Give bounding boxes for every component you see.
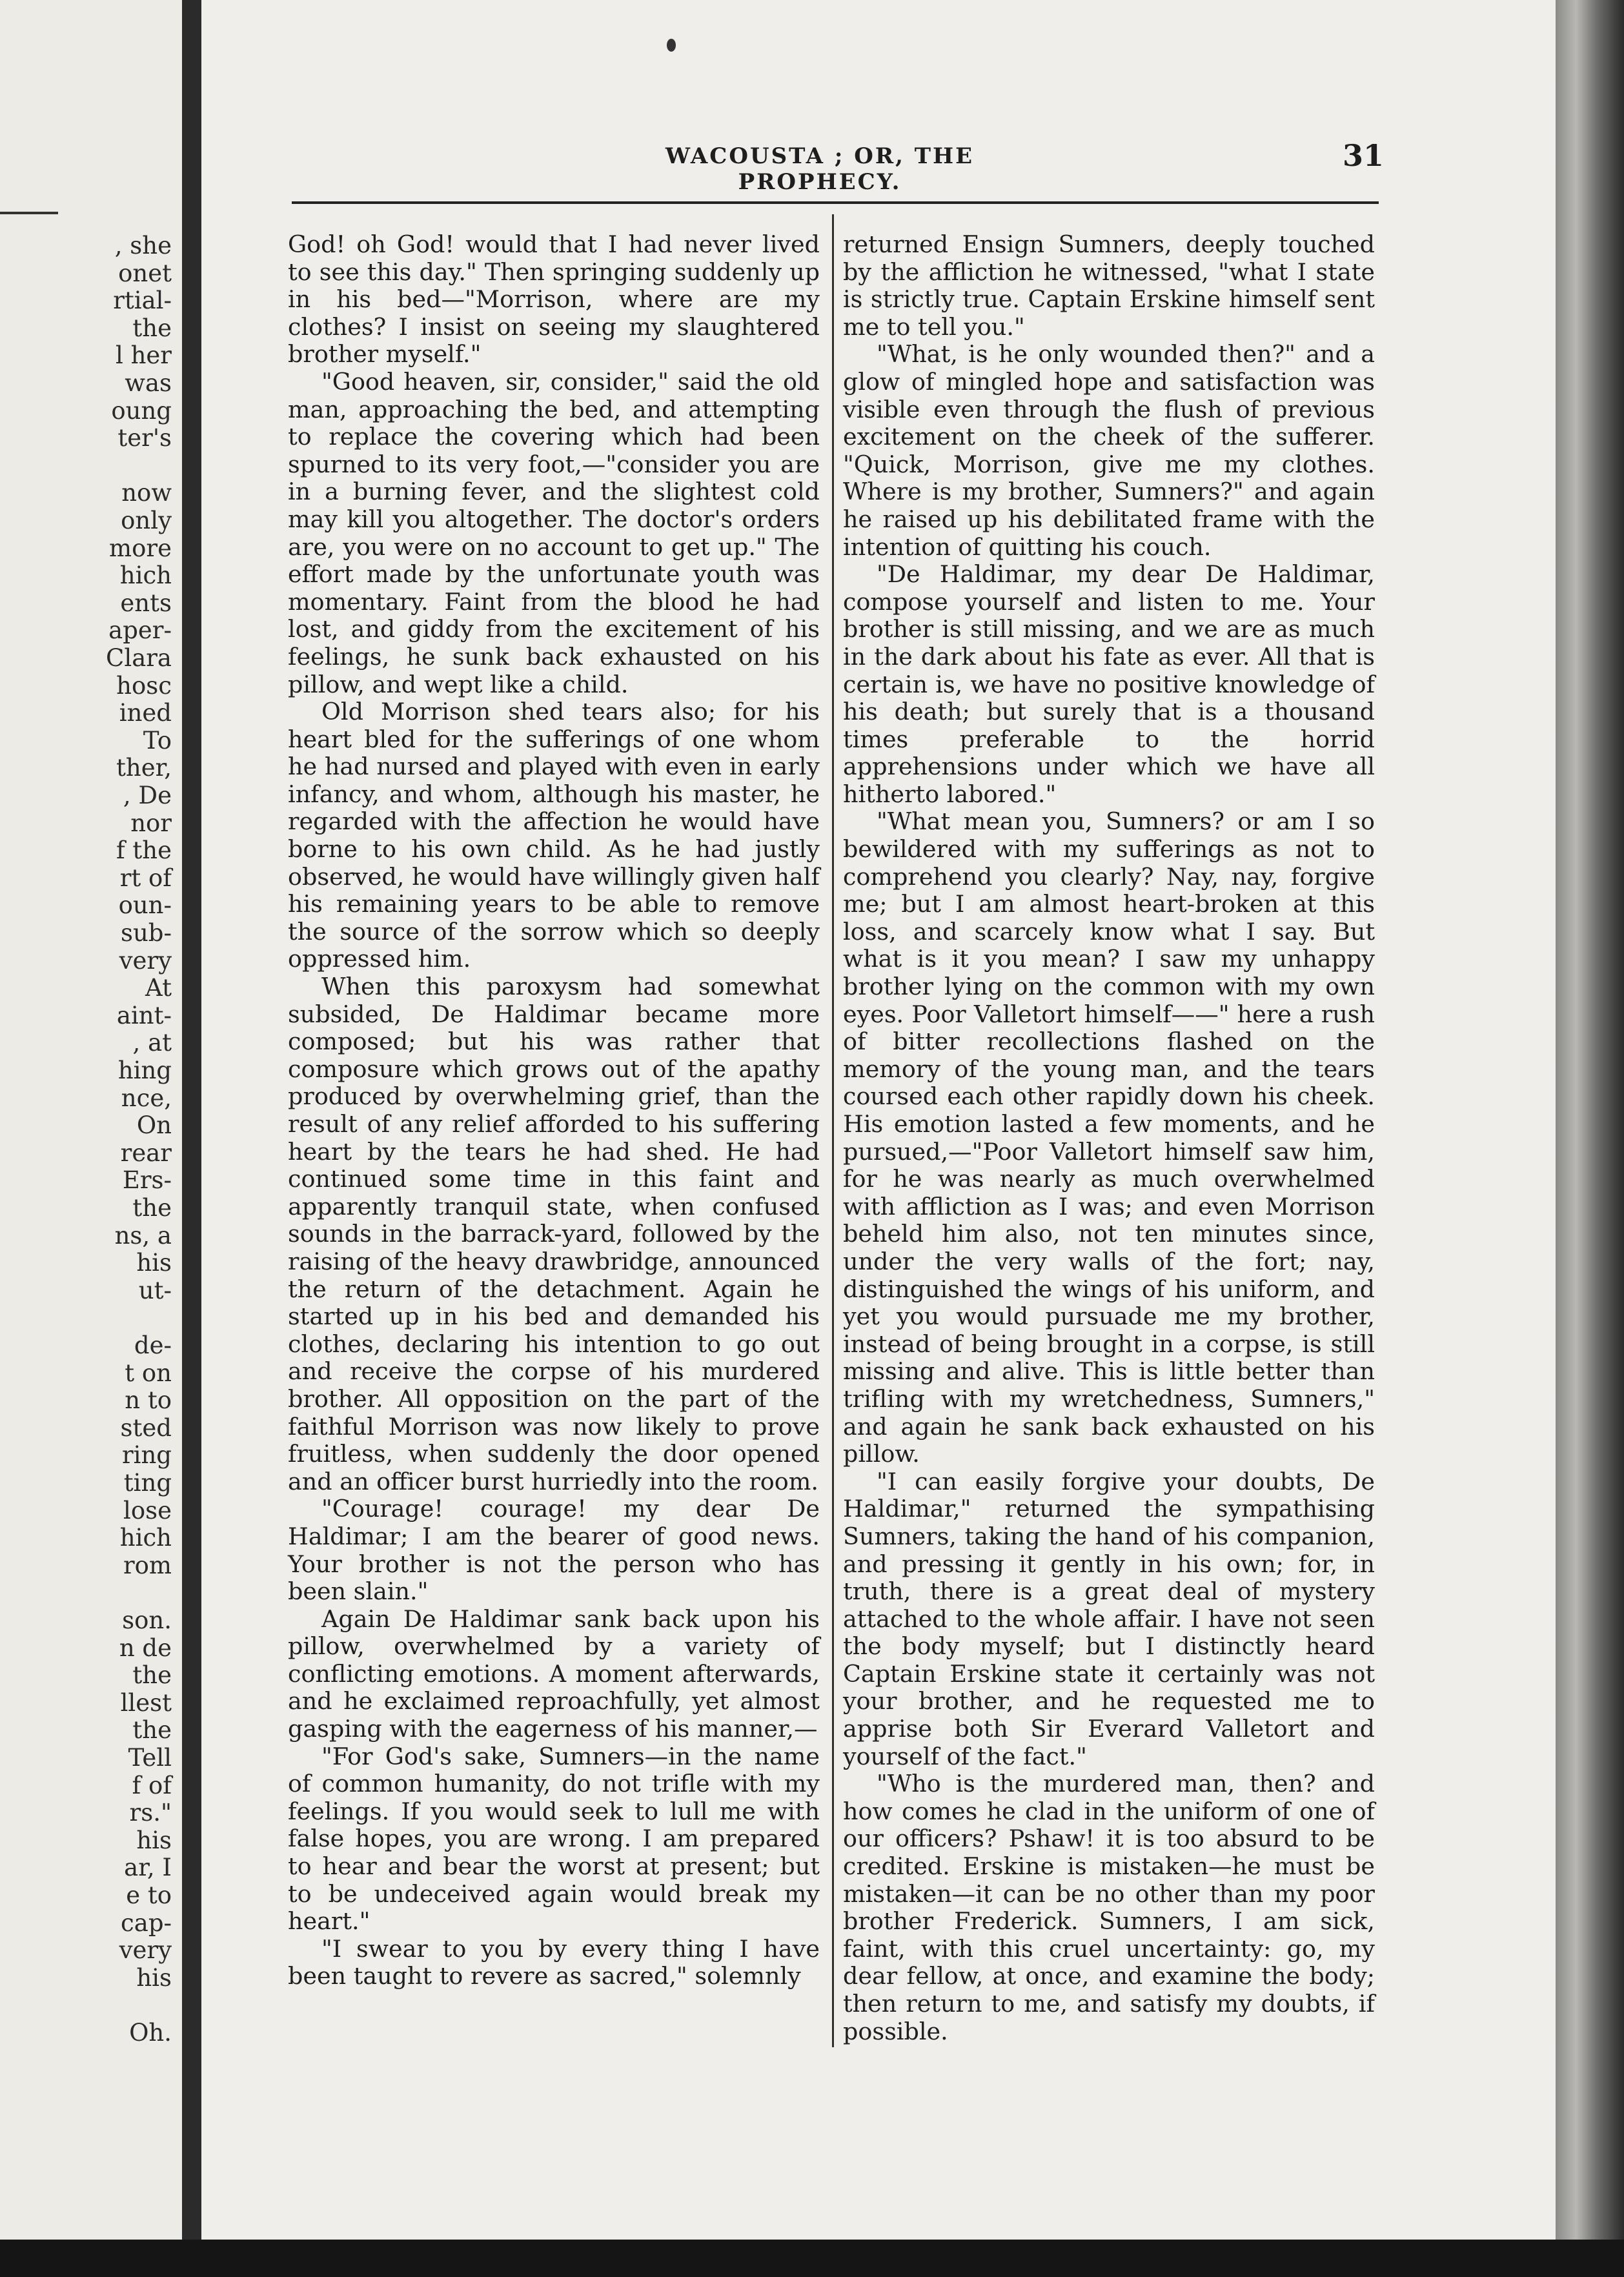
ink-mark bbox=[667, 39, 676, 52]
facing-page-line: nor bbox=[130, 809, 172, 837]
paragraph: When this paroxysm had somewhat subsided, De Haldimar became more composed; but his was rather that composure which grows out of the apathy produced by overwhelming grief, than the result of any relief afforded to his suffering heart by the tears he had shed. He had continued some time in this faint and apparently tranquil state, when confused sounds in the barrack-yard, followed by the raising of the heavy drawbridge, announced the return of the detachment. Again he started up in his bed and demanded his clothes, declaring his intention to go out and receive the corpse of his murdered brother. All opposition on the part of the faithful Morrison was now likely to prove fruitless, when suddenly the door opened and an officer burst hurriedly into the room. bbox=[288, 973, 820, 1495]
facing-page-line: his bbox=[136, 1826, 172, 1854]
facing-page-line: Oh. bbox=[129, 2019, 172, 2047]
facing-page-line: rtial- bbox=[113, 287, 172, 315]
text-column-right bbox=[843, 231, 1375, 2045]
facing-page-line: llest bbox=[120, 1688, 172, 1717]
paragraph: "What, is he only wounded then?" and a glow of mingled hope and satisfaction was visible even through the flush of previous excitement on the cheek of the sufferer. "Quick, Morrison, give me my clothes. Where is my brother, Sumners?" and again he raised up his debilitated frame with the intention of quitting his couch. bbox=[843, 340, 1375, 561]
facing-page-line: very bbox=[119, 1936, 172, 1965]
facing-page-line: t on bbox=[125, 1359, 172, 1387]
facing-page-line: sub- bbox=[120, 919, 172, 947]
facing-page-line: lose bbox=[123, 1496, 172, 1524]
facing-page-line: , De bbox=[123, 782, 172, 809]
facing-page-line: ter's bbox=[117, 424, 172, 452]
facing-page-line: was bbox=[125, 369, 172, 397]
facing-page-line: n to bbox=[125, 1386, 172, 1415]
facing-page-line: the bbox=[132, 314, 172, 342]
facing-page-line: the bbox=[132, 1194, 172, 1222]
facing-page-line: rt of bbox=[119, 864, 172, 892]
facing-page-line: Clara bbox=[106, 644, 172, 672]
facing-page-line: , at bbox=[132, 1029, 172, 1057]
facing-page-line: now bbox=[121, 479, 172, 507]
facing-page-line: Tell bbox=[128, 1744, 172, 1772]
facing-page-line: hich bbox=[119, 562, 172, 590]
facing-page-line: l her bbox=[115, 341, 172, 370]
scan-bottom-edge bbox=[0, 2240, 1624, 2277]
facing-page-line: only bbox=[121, 507, 172, 534]
facing-page-line: his bbox=[136, 1963, 172, 1992]
facing-page-line: hing bbox=[117, 1057, 172, 1084]
facing-page-line: de- bbox=[134, 1331, 172, 1359]
facing-page-line: rear bbox=[120, 1138, 172, 1167]
facing-page-line: ar, I bbox=[124, 1854, 172, 1882]
facing-page-line: , she bbox=[114, 232, 172, 259]
facing-page-line: son. bbox=[122, 1606, 172, 1634]
paragraph: "For God's sake, Sumners—in the name of common humanity, do not trifle with my feelings. If you would seek to lull me with false hopes, you are wrong. I am prepared to hear and bear the worst at present; but to be undeceived again would break my heart." bbox=[288, 1742, 820, 1936]
facing-page-line: nce, bbox=[121, 1084, 172, 1112]
facing-page-line: ut- bbox=[138, 1276, 172, 1304]
facing-page-line: aper- bbox=[108, 616, 172, 645]
facing-page-line: his bbox=[136, 1249, 172, 1277]
page-number: 31 bbox=[1343, 138, 1385, 173]
facing-page-line: aint- bbox=[116, 1001, 172, 1029]
facing-page-line: ents bbox=[120, 589, 172, 617]
paragraph: returned Ensign Sumners, deeply touched by the affliction he witnessed, "what I state is strictly true. Captain Erskine himself sent me to tell you." bbox=[843, 230, 1375, 341]
facing-page-line: ring bbox=[121, 1441, 172, 1470]
facing-page-line: n de bbox=[119, 1634, 172, 1662]
paragraph: Again De Haldimar sank back upon his pillow, overwhelmed by a variety of conflicting emotions. A moment afterwards, and he exclaimed reproachfully, yet almost gasping with the eagerness of his manner,— bbox=[288, 1604, 820, 1743]
header-rule bbox=[292, 201, 1379, 204]
facing-page-line: sted bbox=[120, 1413, 172, 1442]
text-column-left bbox=[288, 231, 820, 1990]
facing-page-line: the bbox=[132, 1716, 172, 1745]
running-title: WACOUSTA ; OR, THE PROPHECY. bbox=[665, 143, 975, 195]
page-edge bbox=[1556, 0, 1624, 2277]
paragraph: "What mean you, Sumners? or am I so bewildered with my sufferings as not to comprehend you clearly? Nay, nay, forgive me; but I am almost heart-broken at this loss, and scarcely know what I say. But what is it you mean? I saw my unhappy brother lying on the common with my own eyes. Poor Valletort himself——" here a rush of bitter recollections flashed on the memory of the young man, and the tears coursed each other rapidly down his cheek. His emotion lasted a few moments, and he pursued,—"Poor Valletort himself saw him, for he was nearly as much overwhelmed with affliction as I was; and even Morrison beheld him also, not ten minutes since, under the very walls of the fort; nay, distinguished the wings of his uniform, and yet you would pursuade me my brother, instead of being brought in a corpse, is still missing and alive. This is little better than trifling with my wretchedness, Sumners," and again he sank back exhausted on his pillow. bbox=[843, 807, 1375, 1468]
facing-page-line: very bbox=[119, 946, 172, 975]
paragraph: Old Morrison shed tears also; for his heart bled for the sufferings of one whom he had nursed and played with even in early infancy, and whom, although his master, he regarded with the affection he would have borne to his own child. As he had justly observed, he would have willingly given half his remaining years to be able to remove the source of the sorrow which so deeply oppressed him. bbox=[288, 698, 820, 973]
facing-page-line: hosc bbox=[116, 671, 172, 700]
facing-page-line: ined bbox=[119, 699, 172, 727]
facing-page-rule bbox=[0, 212, 58, 214]
facing-page-line: At bbox=[145, 974, 172, 1002]
facing-page-line: Ers- bbox=[122, 1166, 172, 1195]
facing-page-line: ther, bbox=[116, 754, 172, 782]
column-divider bbox=[832, 214, 834, 2047]
facing-page-line: oung bbox=[111, 396, 172, 425]
paragraph: "Courage! courage! my dear De Haldimar; I am the bearer of good news. Your brother is not the person who has been slain." bbox=[288, 1495, 820, 1606]
facing-page-line: hich bbox=[119, 1524, 172, 1552]
facing-page-line: rom bbox=[123, 1551, 172, 1579]
facing-page-line: To bbox=[143, 726, 172, 754]
facing-page-line: cap- bbox=[121, 1908, 172, 1937]
paragraph: "Who is the murdered man, then? and how comes he clad in the uniform of one of our officers? Pshaw! it is too absurd to be credited. Erskine is mistaken—he must be mistaken—it can be no other than my poor brother Frederick. Sumners, I am sick, faint, with this cruel uncertainty: go, my dear fellow, at once, and examine the body; then return to me, and satisfy my doubts, if possible. bbox=[843, 1770, 1375, 2045]
facing-page-line: onet bbox=[118, 259, 172, 287]
paragraph: "I can easily forgive your doubts, De Haldimar," returned the sympathising Sumners, taking the hand of his companion, and pressing it gently in his own; for, in truth, there is a great deal of mystery attached to the whole affair. I have not seen the body myself; but I distinctly heard Captain Erskine state it certainly was not your brother, and he requested me to apprise both Sir Everard Valletort and yourself of the fact." bbox=[843, 1467, 1375, 1770]
paragraph: "I swear to you by every thing I have been taught to revere as sacred," solemnly bbox=[288, 1934, 820, 1990]
book-gutter bbox=[182, 0, 201, 2277]
paragraph: "De Haldimar, my dear De Haldimar, compose yourself and listen to me. Your brother is still missing, and we are as much in the dark about his fate as ever. All that is certain is, we have no positive knowledge of his death; but surely that is a thousand times preferable to the horrid apprehensions under which we have all hitherto labored." bbox=[843, 560, 1375, 808]
facing-page-line: more bbox=[109, 534, 172, 562]
facing-page-fragment bbox=[0, 0, 182, 2240]
facing-page-line: ns, a bbox=[114, 1221, 172, 1250]
facing-page-line: oun- bbox=[118, 891, 172, 920]
facing-page-line: the bbox=[132, 1661, 172, 1690]
facing-page-line: e to bbox=[126, 1881, 172, 1909]
facing-page-line: On bbox=[136, 1111, 172, 1140]
facing-page-line: ting bbox=[123, 1469, 172, 1497]
facing-page-line: rs." bbox=[129, 1799, 172, 1827]
facing-page-line: f of bbox=[132, 1771, 172, 1799]
paragraph: God! oh God! would that I had never lived to see this day." Then springing suddenly up in his bed—"Morrison, where are my clothes? I insist on seeing my slaughtered brother myself." bbox=[288, 230, 820, 369]
facing-page-line: f the bbox=[116, 836, 172, 865]
paragraph: "Good heaven, sir, consider," said the old man, approaching the bed, and attempting to replace the covering which had been spurned to its very foot,—"consider you are in a burning fever, and the slightest cold may kill you altogether. The doctor's orders are, you were on no account to get up." The effort made by the unfortunate youth was momentary. Faint from the blood he had lost, and giddy from the excitement of his feelings, he sunk back exhausted on his pillow, and wept like a child. bbox=[288, 367, 820, 698]
